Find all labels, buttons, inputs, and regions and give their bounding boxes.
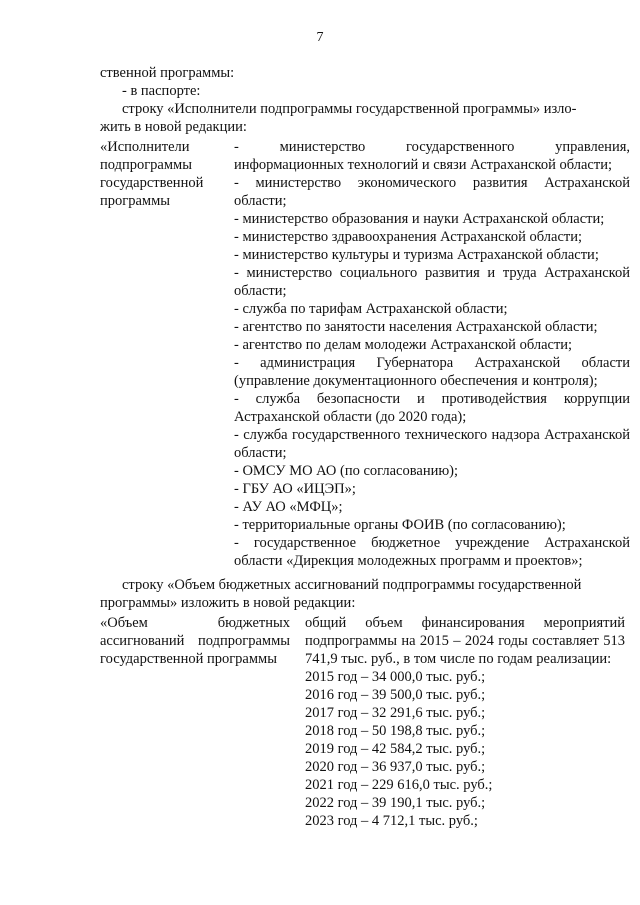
executors-label: «Исполнители подпрограммы государственной программы [100,139,204,209]
budget-year: 2017 год – 32 291,6 тыс. руб.; [305,705,486,721]
executor-item: - администрация Губернатора Астраханской области (управление документационного обеспечения и контроля); [234,355,630,389]
intro-line-1: ственной программы: [100,65,235,81]
executors-section [100,138,630,578]
executor-item: - министерство образования и науки Астраханской области; [234,211,605,227]
budget-year: 2015 год – 34 000,0 тыс. руб.; [305,669,486,685]
intro-line-6: программы» изложить в новой редакции: [100,595,356,611]
executor-item: - территориальные органы ФОИВ (по согласованию); [234,517,566,533]
executors-list [234,138,630,570]
executor-item: - ГБУ АО «ИЦЭП»; [234,481,356,497]
budget-year: 2020 год – 36 937,0 тыс. руб.; [305,759,486,775]
executor-item: - министерство культуры и туризма Астраханской области; [234,247,599,263]
budget-year: 2021 год – 229 616,0 тыс. руб.; [305,777,493,793]
executor-item: - АУ АО «МФЦ»; [234,499,343,515]
budget-year: 2018 год – 50 198,8 тыс. руб.; [305,723,486,739]
budget-label: «Объем бюджетных ассигнований подпрограммы государственной программы [100,615,290,667]
executor-item: - министерство экономического развития Астраханской области; [234,175,630,209]
intro-line-2: - в паспорте: [122,83,201,99]
executor-item: - служба по тарифам Астраханской области; [234,301,508,317]
budget-text: общий объем финансирования мероприятий подпрограммы на 2015 – 2024 годы составляет 513 741,9 тыс. руб., в том числе по годам реализации: [305,615,625,667]
intro-line-4: жить в новой редакции: [100,119,247,135]
executor-item: - агентство по занятости населения Астраханской области; [234,319,598,335]
budget-year: 2016 год – 39 500,0 тыс. руб.; [305,687,486,703]
executor-item: - служба безопасности и противодействия коррупции Астраханской области (до 2020 года); [234,391,630,425]
budget-year: 2022 год – 39 190,1 тыс. руб.; [305,795,486,811]
executor-item: - министерство социального развития и труда Астраханской области; [234,265,630,299]
budget-section [100,614,630,864]
executor-item: - государственное бюджетное учреждение Астраханской области «Дирекция молодежных программ и проектов»; [234,535,630,569]
executor-item: - министерство здравоохранения Астраханской области; [234,229,582,245]
budget-year: 2019 год – 42 584,2 тыс. руб.; [305,741,486,757]
intro-line-5: строку «Объем бюджетных ассигнований подпрограммы государственной [122,577,582,593]
executor-item: - ОМСУ МО АО (по согласованию); [234,463,459,479]
page-number: 7 [316,30,324,45]
budget-details [305,614,625,830]
executor-item: - агентство по делам молодежи Астраханской области; [234,337,573,353]
executor-item: - служба государственного технического надзора Астраханской области; [234,427,630,461]
intro-line-3: строку «Исполнители подпрограммы государственной программы» изло- [122,101,577,117]
executor-item: - министерство государственного управления, информационных технологий и связи Астраханской области; [234,139,630,173]
budget-year: 2023 год – 4 712,1 тыс. руб.; [305,813,478,829]
